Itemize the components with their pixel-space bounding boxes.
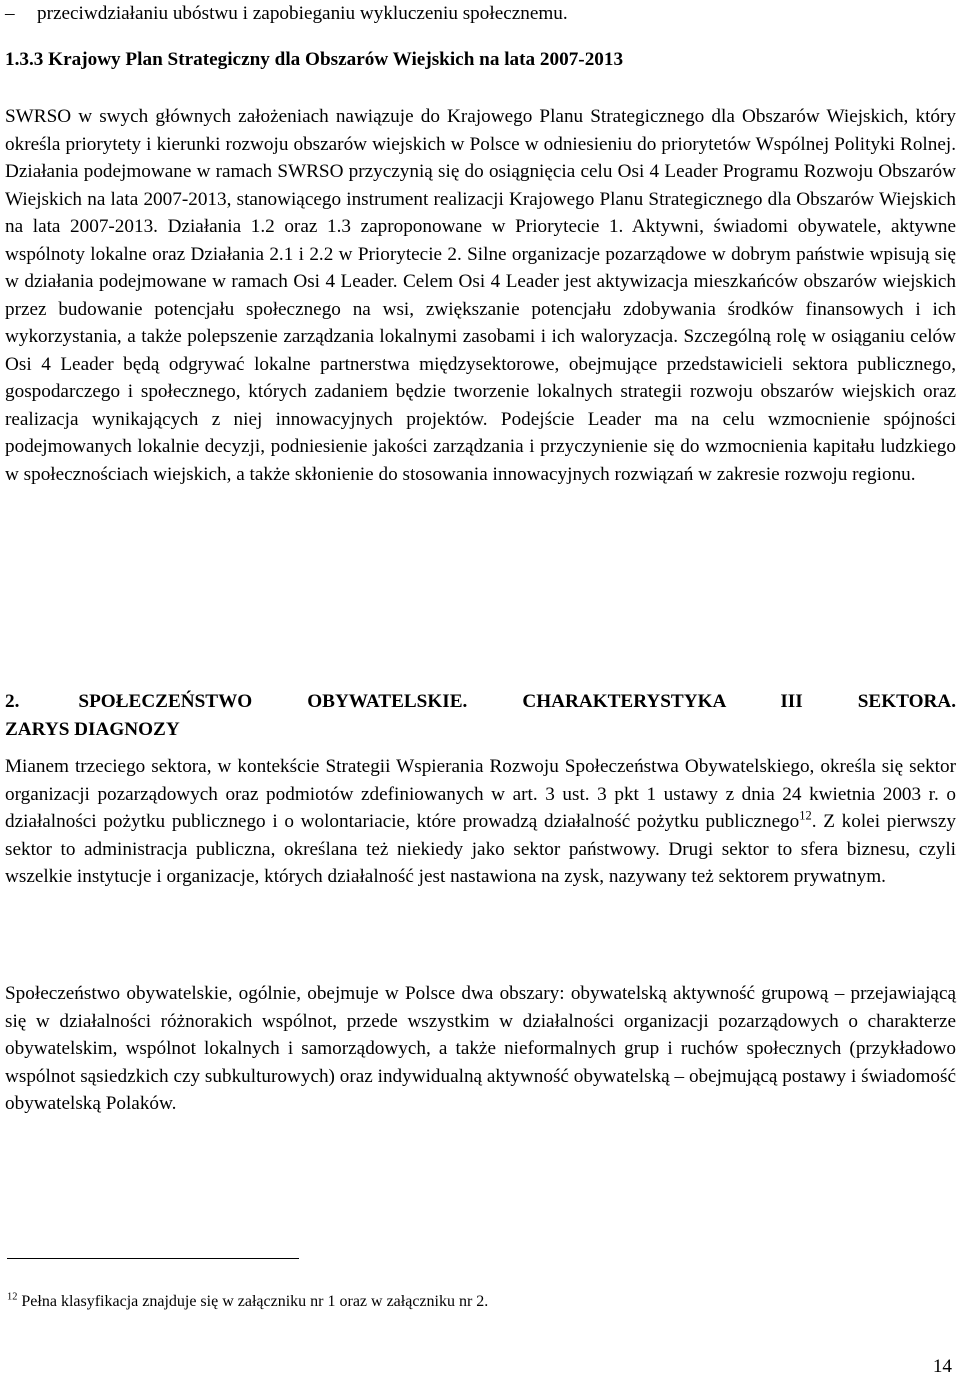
bullet-text: przeciwdziałaniu ubóstwu i zapobieganiu wykluczeniu społecznemu. bbox=[37, 3, 568, 24]
page-number: 14 bbox=[932, 1356, 952, 1377]
paragraph-civil-society: Społeczeństwo obywatelskie, ogólnie, obejmuje w Polsce dwa obszary: obywatelską aktywność grupową – przejawiającą się w działalności różnorakich wspólnot, przede wszystkim w działalności organizacji pozarządowych o charakterze obywatelskim, wspólnot lokalnych i samorządowych, a także nieformalnych grup i ruchów społecznych (przykładowo wspólnot sąsiedzkich czy subkulturowych) oraz indywidualną aktywność obywatelską – obejmującą postawy i świadomość obywatelską Polaków. bbox=[5, 983, 956, 1114]
bullet-item bbox=[5, 0, 956, 27]
paragraph-kpsow: SWRSO w swych głównych założeniach nawiązuje do Krajowego Planu Strategicznego dla Obszarów Wiejskich, który określa priorytety i kierunki rozwoju obszarów wiejskich w Polsce w odniesieniu do priorytetów Wspólnej Polityki Rolnej. Działania podejmowane w ramach SWRSO przyczynią się do osiągnięcia celu Osi 4 Leader Programu Rozwoju Obszarów Wiejskich na lata 2007-2013, stanowiącego instrument realizacji Krajowego Planu Strategicznego dla Obszarów Wiejskich na lata 2007-2013. Działania 1.2 oraz 1.3 zaproponowane w Priorytecie 1. Aktywni, świadomi obywatele, aktywne wspólnoty lokalne oraz Działania 2.1 i 2.2 w Priorytecie 2. Silne organizacje pozarządowe w dobrym państwie wpisują się w działania podejmowane w ramach Osi 4 Leader. Celem Osi 4 Leader jest aktywizacja mieszkańców obszarów wiejskich przez budowanie potencjału społecznego na wsi, zwiększanie potencjału zdobywania środków finansowych i ich wykorzystania, a także polepszenie zarządzania lokalnymi zasobami i ich waloryzacja. Szczególną rolę w osiąganiu celów Osi 4 Leader będą odgrywać lokalne partnerstwa międzysektorowe, obejmujące przedstawicieli sektora publicznego, gospodarczego i społecznego, których zadaniem będzie tworzenie lokalnych strategii rozwoju obszarów wiejskich oraz realizacja wynikających z niej innowacyjnych projektów. Podejście Leader ma na celu wzmocnienie spójności podejmowanych lokalnie decyzji, podniesienie jakości zarządzania i przyczynienie się do wzmocnienia kapitału ludzkiego w społecznościach wiejskich, a także skłonienie do stosowania innowacyjnych rozwiązań w zakresie rozwoju regionu. bbox=[5, 106, 956, 485]
section-title-line-2: ZARYS DIAGNOZY bbox=[5, 719, 180, 740]
section-number: 2. bbox=[5, 691, 20, 712]
subsection-heading: 1.3.3 Krajowy Plan Strategiczny dla Obszarów Wiejskich na lata 2007-2013 bbox=[5, 49, 624, 70]
footnote bbox=[7, 1291, 488, 1313]
paragraph-third-sector-text-b: . Z kolei pierwszy sektor to administracja publiczna, określana też niekiedy jako sektor państwowy. Drugi sektor to sfera biznesu, czyli wszelkie instytucje i organizacje, których działalność jest nastawiona na zysk, nazywany też sektorem prywatnym. bbox=[5, 811, 956, 887]
section-heading bbox=[5, 688, 956, 744]
bullet-dash: – bbox=[5, 3, 15, 24]
paragraph-third-sector bbox=[5, 753, 956, 891]
paragraph-third-sector-text-a: Mianem trzeciego sektora, w kontekście Strategii Wspierania Rozwoju Społeczeństwa Obywatelskiego, określa się sektor organizacji pozarządowych oraz podmiotów zdefiniowanych w art. 3 ust. 3 pkt 1 ustawy z dnia 24 kwietnia 2003 r. o działalności pożytku publicznego i o wolontariacie, które prowadzą działalność pożytku publicznego bbox=[5, 756, 956, 832]
footnote-separator bbox=[7, 1258, 299, 1259]
section-heading-line-1 bbox=[5, 688, 956, 716]
section-title-line-1: SPOŁECZEŃSTWO OBYWATELSKIE. CHARAKTERYSTYKA III SEKTORA. bbox=[78, 691, 957, 712]
footnote-reference[interactable]: 12 bbox=[799, 808, 812, 823]
footnote-number: 12 bbox=[7, 1291, 18, 1303]
footnote-text: Pełna klasyfikacja znajduje się w załączniku nr 1 oraz w załączniku nr 2. bbox=[17, 1293, 489, 1310]
